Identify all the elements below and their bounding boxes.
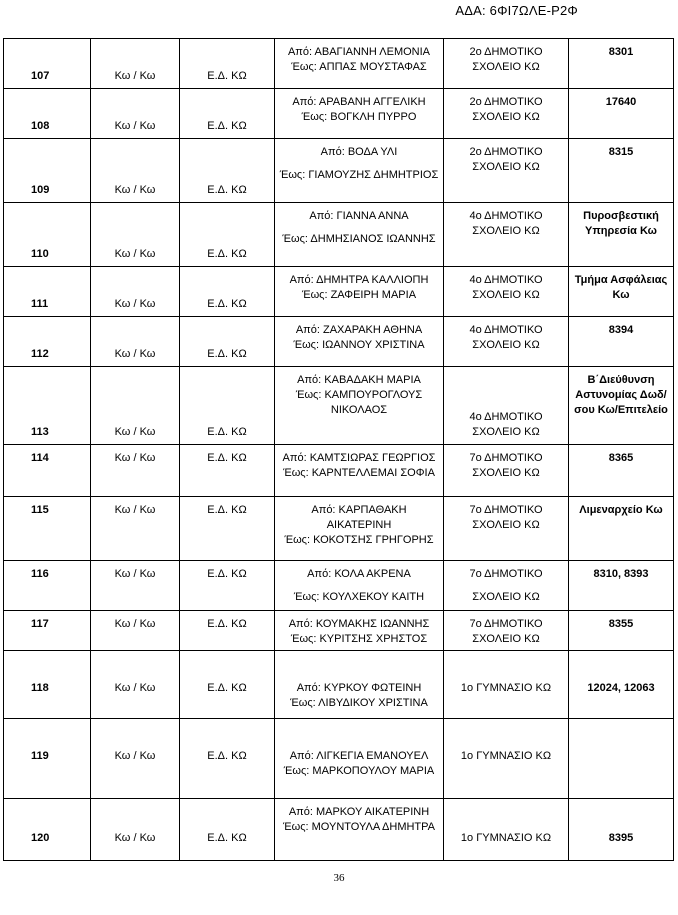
range-from: Από: ΜΑΡΚΟΥ ΑΙΚΑΤΕΡΙΝΗ xyxy=(288,806,430,818)
name-range-cell xyxy=(275,561,444,611)
row-number: 108 xyxy=(4,89,91,139)
range-to: Έως: ΒΟΓΚΛΗ ΠΥΡΡΟ xyxy=(301,111,417,123)
range-to: Έως: ΑΠΠΑΣ ΜΟΥΣΤΑΦΑΣ xyxy=(291,61,427,73)
range-from: Από: ΑΡΑΒΑΝΗ ΑΓΓΕΛΙΚΗ xyxy=(292,96,426,108)
school-line-1: 7ο ΔΗΜΟΤΙΚΟ xyxy=(469,618,543,630)
name-range-cell xyxy=(275,317,444,367)
municipality-cell: Κω / Κω xyxy=(91,367,180,445)
school-line-2: ΣΧΟΛΕΙΟ ΚΩ xyxy=(472,61,540,73)
range-from: Από: ΚΑΡΠΑΘΑΚΗ ΑΙΚΑΤΕΡΙΝΗ xyxy=(311,504,407,531)
code-cell: 8310, 8393 xyxy=(569,561,674,611)
section-cell: Ε.Δ. ΚΩ xyxy=(180,651,275,719)
range-to: Έως: ΚΑΜΠΟΥΡΟΓΛΟΥΣ ΝΙΚΟΛΑΟΣ xyxy=(295,389,423,416)
row-number: 116 xyxy=(4,561,91,611)
section-cell: Ε.Δ. ΚΩ xyxy=(180,139,275,203)
name-range-cell xyxy=(275,651,444,719)
school-cell xyxy=(444,317,569,367)
row-number: 109 xyxy=(4,139,91,203)
row-number: 120 xyxy=(4,799,91,861)
range-to: Έως: ΜΑΡΚΟΠΟΥΛΟΥ ΜΑΡΙΑ xyxy=(283,765,435,777)
name-range-cell xyxy=(275,719,444,799)
ada-code: ΑΔΑ: 6ΦΙ7ΩΛΕ-Ρ2Φ xyxy=(455,3,578,18)
section-cell: Ε.Δ. ΚΩ xyxy=(180,317,275,367)
range-to: Έως: ΖΑΦΕΙΡΗ ΜΑΡΙΑ xyxy=(301,289,417,301)
municipality-cell: Κω / Κω xyxy=(91,611,180,651)
municipality-cell: Κω / Κω xyxy=(91,497,180,561)
section-cell: Ε.Δ. ΚΩ xyxy=(180,203,275,267)
school-cell xyxy=(444,561,569,611)
code-cell: Πυροσβεστική Υπηρεσία Κω xyxy=(569,203,674,267)
row-number: 117 xyxy=(4,611,91,651)
code-cell: Λιμεναρχείο Κω xyxy=(569,497,674,561)
range-from: Από: ΚΑΒΑΔΑΚΗ ΜΑΡΙΑ xyxy=(297,374,421,386)
range-from: Από: ΔΗΜΗΤΡΑ ΚΑΛΛΙΟΠΗ xyxy=(289,274,429,286)
range-to: Έως: ΔΗΜΗΣΙΑΝΟΣ ΙΩΑΝΝΗΣ xyxy=(282,233,436,245)
school-line-1: 1ο ΓΥΜΝΑΣΙΟ ΚΩ xyxy=(460,682,552,694)
municipality-cell: Κω / Κω xyxy=(91,445,180,497)
code-cell: Τμήμα Ασφάλειας Κω xyxy=(569,267,674,317)
table-row xyxy=(4,651,674,719)
range-to: Έως: ΚΑΡΝΤΕΛΛΕΜΑΙ ΣΟΦΙΑ xyxy=(283,467,435,479)
name-range-cell xyxy=(275,203,444,267)
municipality-cell: Κω / Κω xyxy=(91,317,180,367)
section-cell: Ε.Δ. ΚΩ xyxy=(180,39,275,89)
school-line-2: ΣΧΟΛΕΙΟ ΚΩ xyxy=(472,161,540,173)
row-number: 110 xyxy=(4,203,91,267)
section-cell: Ε.Δ. ΚΩ xyxy=(180,445,275,497)
school-line-2: ΣΧΟΛΕΙΟ ΚΩ xyxy=(472,633,540,645)
name-range-cell xyxy=(275,267,444,317)
section-cell: Ε.Δ. ΚΩ xyxy=(180,267,275,317)
code-cell: 8355 xyxy=(569,611,674,651)
code-cell: 8394 xyxy=(569,317,674,367)
school-line-1: 4ο ΔΗΜΟΤΙΚΟ xyxy=(469,411,543,423)
school-line-2: ΣΧΟΛΕΙΟ ΚΩ xyxy=(472,519,540,531)
municipality-cell: Κω / Κω xyxy=(91,203,180,267)
name-range-cell xyxy=(275,139,444,203)
table-row xyxy=(4,139,674,203)
page-number: 36 xyxy=(333,872,345,884)
polling-stations-table xyxy=(3,38,674,861)
school-line-2: ΣΧΟΛΕΙΟ ΚΩ xyxy=(472,225,540,237)
school-cell xyxy=(444,719,569,799)
school-cell xyxy=(444,203,569,267)
row-number: 114 xyxy=(4,445,91,497)
school-cell xyxy=(444,39,569,89)
school-line-2: ΣΧΟΛΕΙΟ ΚΩ xyxy=(472,426,540,438)
school-line-1: 7ο ΔΗΜΟΤΙΚΟ xyxy=(469,504,543,516)
table-row xyxy=(4,267,674,317)
code-cell: 12024, 12063 xyxy=(569,651,674,719)
school-cell xyxy=(444,799,569,861)
school-line-1: 4ο ΔΗΜΟΤΙΚΟ xyxy=(469,324,543,336)
municipality-cell: Κω / Κω xyxy=(91,89,180,139)
range-from: Από: ΚΟΛΑ ΑΚΡΕΝΑ xyxy=(307,568,411,580)
table-row xyxy=(4,561,674,611)
code-cell xyxy=(569,719,674,799)
school-line-1: 4ο ΔΗΜΟΤΙΚΟ xyxy=(469,210,543,222)
range-from: Από: ΒΟΔΑ ΥΛΙ xyxy=(320,146,398,158)
school-line-1: 7ο ΔΗΜΟΤΙΚΟ xyxy=(469,452,543,464)
school-line-1: 7ο ΔΗΜΟΤΙΚΟ xyxy=(469,568,543,580)
name-range-cell xyxy=(275,367,444,445)
section-cell: Ε.Δ. ΚΩ xyxy=(180,367,275,445)
range-to: Έως: ΚΟΚΟΤΣΗΣ ΓΡΗΓΟΡΗΣ xyxy=(284,534,434,546)
row-number: 118 xyxy=(4,651,91,719)
row-number: 112 xyxy=(4,317,91,367)
municipality-cell: Κω / Κω xyxy=(91,139,180,203)
school-line-1: 4ο ΔΗΜΟΤΙΚΟ xyxy=(469,274,543,286)
range-from: Από: ΑΒΑΓΙΑΝΝΗ ΛΕΜΟΝΙΑ xyxy=(287,46,431,58)
table-row xyxy=(4,89,674,139)
municipality-cell: Κω / Κω xyxy=(91,561,180,611)
school-line-2: ΣΧΟΛΕΙΟ ΚΩ xyxy=(472,467,540,479)
range-from: Από: ΚΟΥΜΑΚΗΣ ΙΩΑΝΝΗΣ xyxy=(288,618,430,630)
name-range-cell xyxy=(275,39,444,89)
range-to: Έως: ΙΩΑΝΝΟΥ ΧΡΙΣΤΙΝΑ xyxy=(293,339,425,351)
code-cell: 8395 xyxy=(569,799,674,861)
school-cell xyxy=(444,89,569,139)
range-from: Από: ΚΑΜΤΣΙΩΡΑΣ ΓΕΩΡΓΙΟΣ xyxy=(282,452,436,464)
section-cell: Ε.Δ. ΚΩ xyxy=(180,497,275,561)
code-cell: Β΄Διεύθυνση Αστυνομίας Δωδ/σου Κω/Επιτελείο xyxy=(569,367,674,445)
school-line-1: 1ο ΓΥΜΝΑΣΙΟ ΚΩ xyxy=(460,750,552,762)
table-row xyxy=(4,497,674,561)
name-range-cell xyxy=(275,799,444,861)
section-cell: Ε.Δ. ΚΩ xyxy=(180,611,275,651)
range-to: Έως: ΓΙΑΜΟΥΖΗΣ ΔΗΜΗΤΡΙΟΣ xyxy=(279,169,439,181)
name-range-cell xyxy=(275,89,444,139)
municipality-cell: Κω / Κω xyxy=(91,267,180,317)
school-line-2: ΣΧΟΛΕΙΟ ΚΩ xyxy=(472,289,540,301)
school-cell xyxy=(444,651,569,719)
name-range-cell xyxy=(275,445,444,497)
range-to: Έως: ΛΙΒΥΔΙΚΟΥ ΧΡΙΣΤΙΝΑ xyxy=(290,697,428,709)
row-number: 107 xyxy=(4,39,91,89)
code-cell: 8315 xyxy=(569,139,674,203)
section-cell: Ε.Δ. ΚΩ xyxy=(180,719,275,799)
range-from: Από: ΛΙΓΚΕΓΙΑ ΕΜΑΝΟΥΕΛ xyxy=(289,750,429,762)
table-row xyxy=(4,367,674,445)
range-from: Από: ΓΙΑΝΝΑ ΑΝΝΑ xyxy=(309,210,409,222)
school-line-1: 2ο ΔΗΜΟΤΙΚΟ xyxy=(469,46,543,58)
row-number: 111 xyxy=(4,267,91,317)
school-line-1: 2ο ΔΗΜΟΤΙΚΟ xyxy=(469,146,543,158)
school-cell xyxy=(444,367,569,445)
municipality-cell: Κω / Κω xyxy=(91,39,180,89)
table-row xyxy=(4,719,674,799)
school-cell xyxy=(444,445,569,497)
range-from: Από: ΚΥΡΚΟΥ ΦΩΤΕΙΝΗ xyxy=(296,682,422,694)
table-row xyxy=(4,203,674,267)
school-cell xyxy=(444,267,569,317)
table-row xyxy=(4,799,674,861)
table-row xyxy=(4,317,674,367)
name-range-cell xyxy=(275,611,444,651)
table-row xyxy=(4,445,674,497)
school-cell xyxy=(444,139,569,203)
municipality-cell: Κω / Κω xyxy=(91,651,180,719)
range-to: Έως: ΚΥΡΙΤΣΗΣ ΧΡΗΣΤΟΣ xyxy=(290,633,428,645)
municipality-cell: Κω / Κω xyxy=(91,799,180,861)
section-cell: Ε.Δ. ΚΩ xyxy=(180,799,275,861)
school-line-2: ΣΧΟΛΕΙΟ ΚΩ xyxy=(472,339,540,351)
school-line-1: 1ο ΓΥΜΝΑΣΙΟ ΚΩ xyxy=(460,832,552,844)
name-range-cell xyxy=(275,497,444,561)
range-from: Από: ΖΑΧΑΡΑΚΗ ΑΘΗΝΑ xyxy=(295,324,423,336)
section-cell: Ε.Δ. ΚΩ xyxy=(180,89,275,139)
code-cell: 17640 xyxy=(569,89,674,139)
code-cell: 8301 xyxy=(569,39,674,89)
school-cell xyxy=(444,497,569,561)
school-cell xyxy=(444,611,569,651)
range-to: Έως: ΚΟΥΛΧΕΚΟΥ ΚΑΙΤΗ xyxy=(293,591,425,603)
school-line-2: ΣΧΟΛΕΙΟ ΚΩ xyxy=(472,591,540,603)
school-line-2: ΣΧΟΛΕΙΟ ΚΩ xyxy=(472,111,540,123)
range-to: Έως: ΜΟΥΝΤΟΥΛΑ ΔΗΜΗΤΡΑ xyxy=(282,821,436,833)
section-cell: Ε.Δ. ΚΩ xyxy=(180,561,275,611)
row-number: 113 xyxy=(4,367,91,445)
row-number: 119 xyxy=(4,719,91,799)
municipality-cell: Κω / Κω xyxy=(91,719,180,799)
table-row xyxy=(4,611,674,651)
school-line-1: 2ο ΔΗΜΟΤΙΚΟ xyxy=(469,96,543,108)
table-row xyxy=(4,39,674,89)
row-number: 115 xyxy=(4,497,91,561)
code-cell: 8365 xyxy=(569,445,674,497)
